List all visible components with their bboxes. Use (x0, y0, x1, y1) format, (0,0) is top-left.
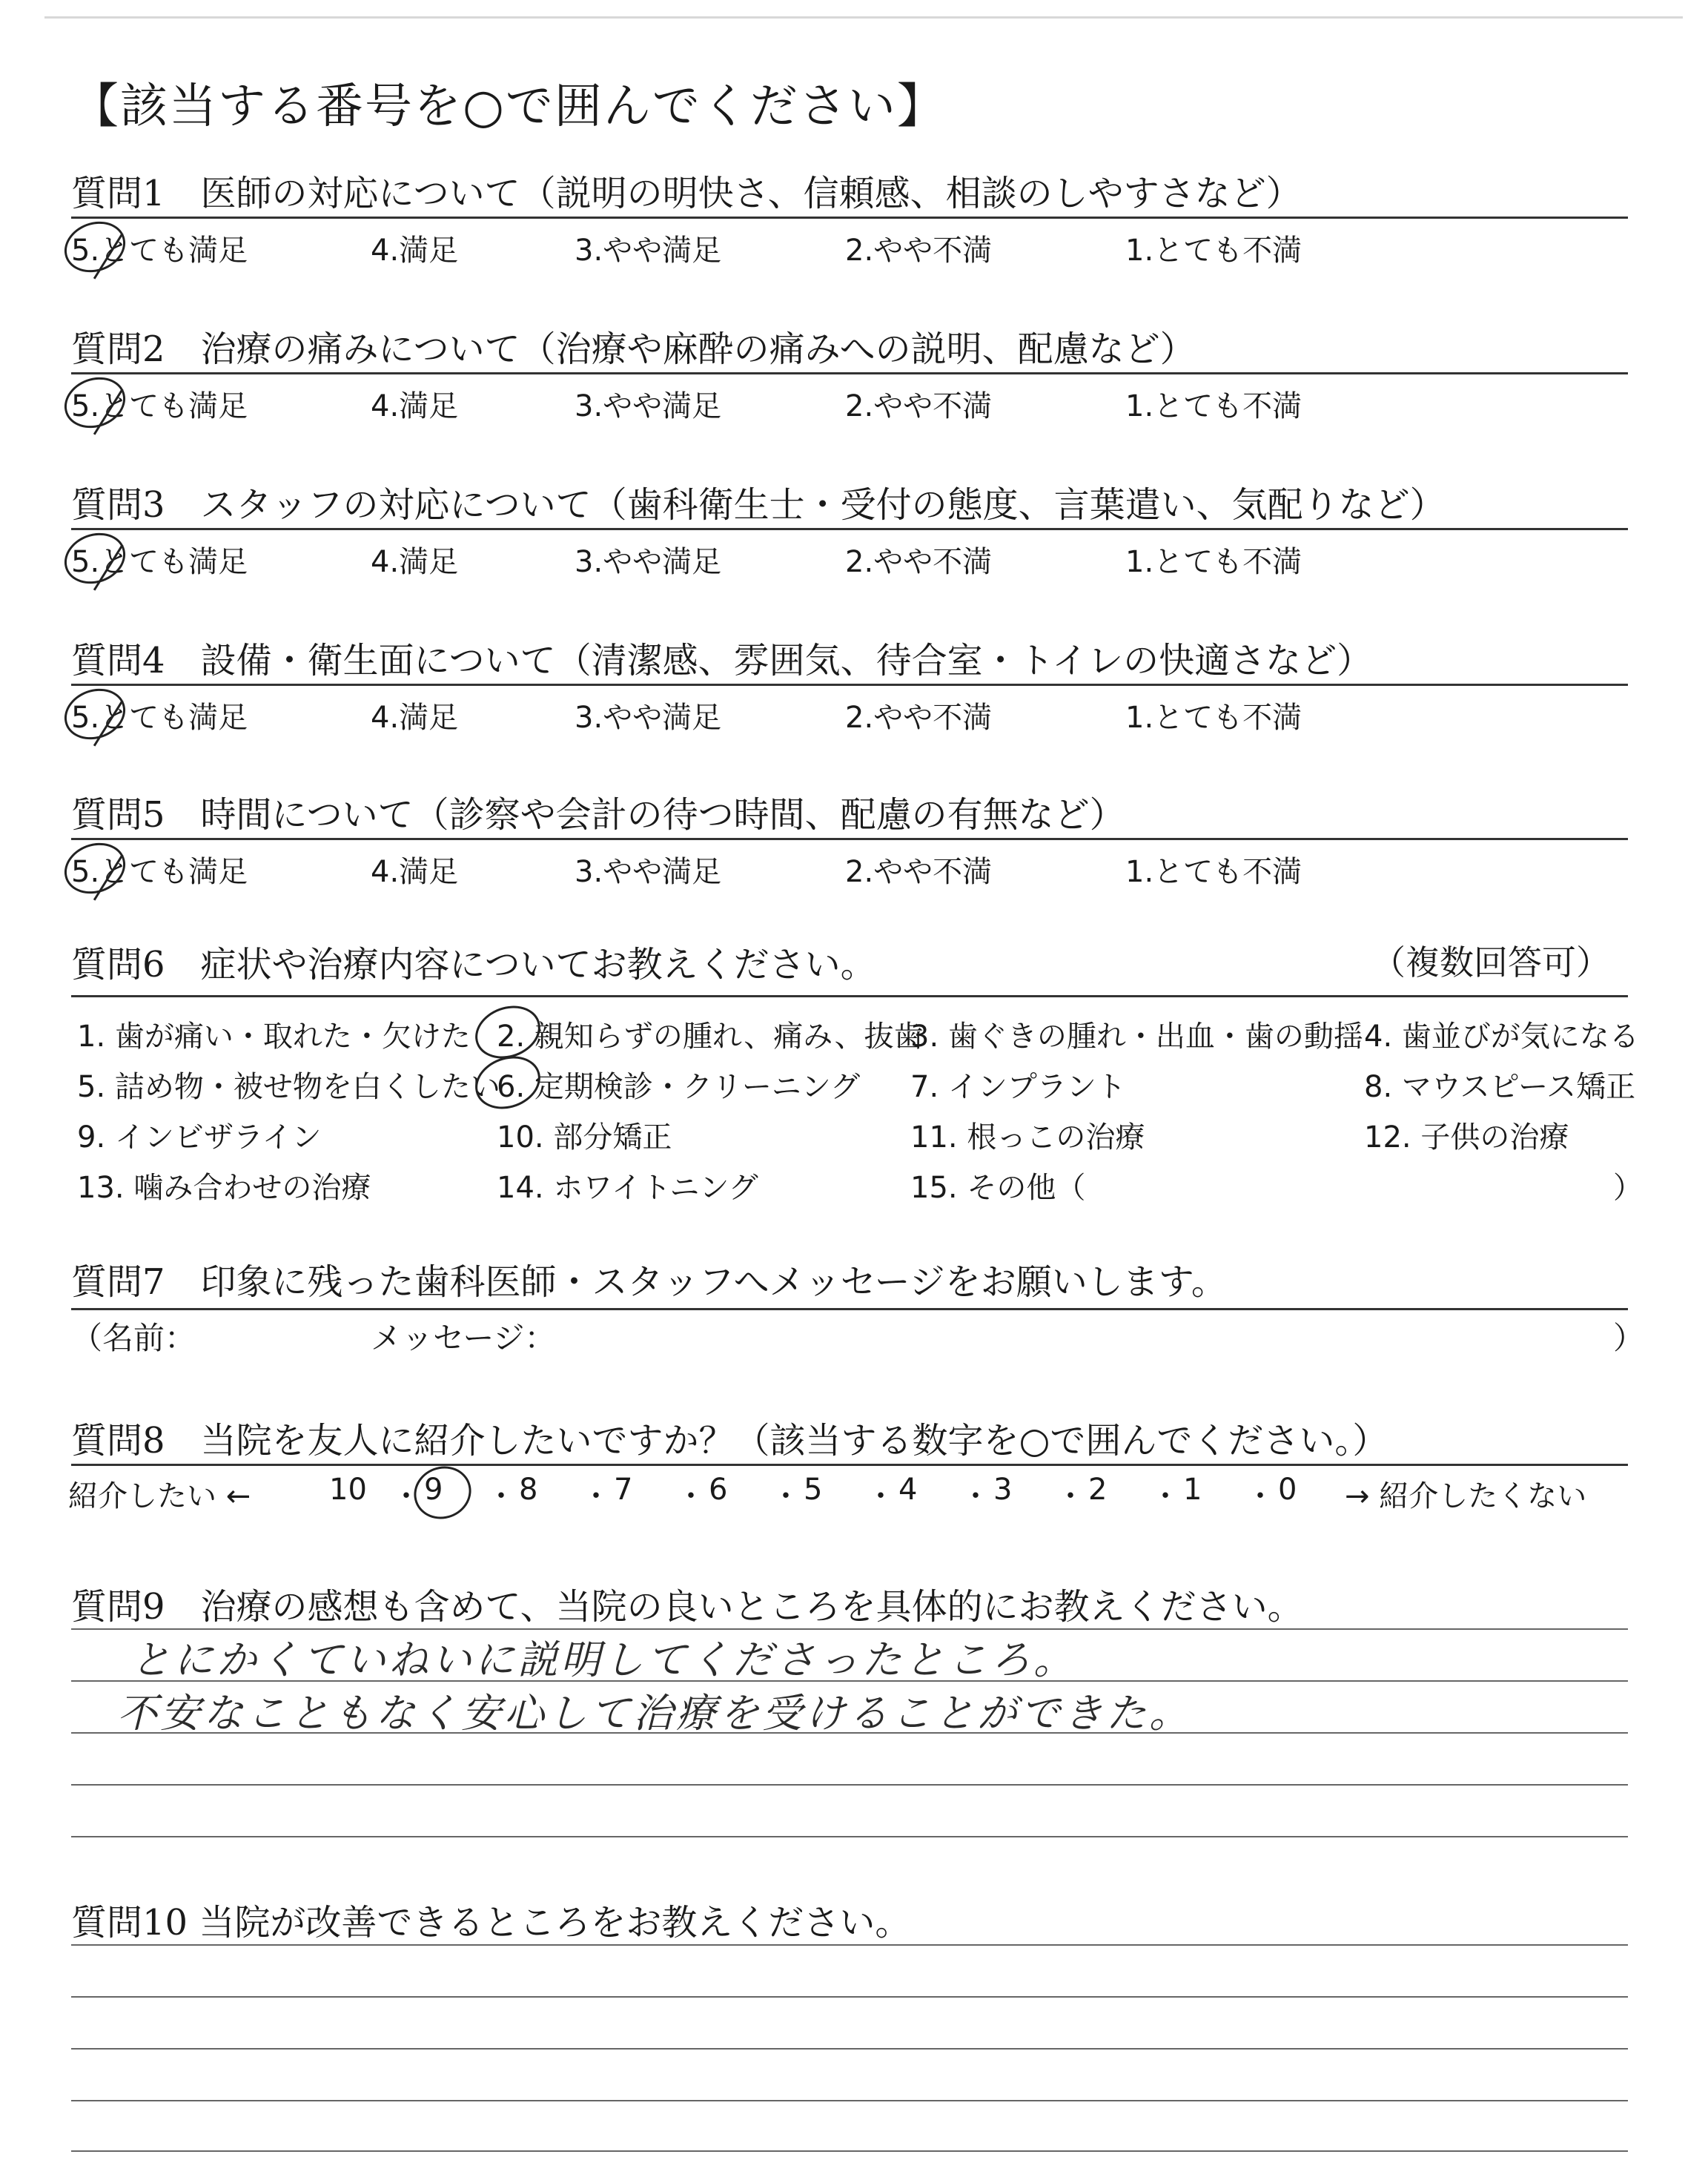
q8-separator-dot: ・ (391, 1479, 421, 1513)
q2-rule (71, 372, 1628, 374)
q7-close-paren: ） (1613, 1320, 1645, 1356)
q10-line-3[interactable] (71, 2048, 1628, 2050)
q3-selected-circle (57, 525, 133, 592)
q10-line-2[interactable] (71, 1996, 1628, 1998)
q3-rule (71, 528, 1628, 530)
q5-option-5[interactable]: 5.とても満足 (71, 855, 248, 889)
q2-option-5[interactable]: 5.とても満足 (71, 389, 248, 423)
q6-option-11[interactable]: 11. 根っこの治療 (910, 1120, 1145, 1155)
q8-rule (71, 1464, 1628, 1466)
q5-option-1[interactable]: 1.とても不満 (1125, 855, 1302, 889)
q10-title: 質問10 当院が改善できるところをお教えください。 (71, 1902, 911, 1943)
q8-separator-dot: ・ (961, 1479, 990, 1513)
q8-title: 質問8 当院を友人に紹介したいですか？（該当する数字を○で囲んでください。） (71, 1420, 1388, 1462)
q6-option-1[interactable]: 1. 歯が痛い・取れた・欠けた (77, 1020, 471, 1054)
q8-scale-7[interactable]: 7 (614, 1473, 633, 1507)
q8-separator-dot: ・ (581, 1479, 611, 1513)
q2-option-2[interactable]: 2.やや不満 (845, 389, 993, 423)
q4-option-1[interactable]: 1.とても不満 (1125, 701, 1302, 735)
q5-selected-circle (57, 835, 133, 902)
q1-option-1[interactable]: 1.とても不満 (1125, 234, 1302, 268)
q8-scale-10[interactable]: 10 (329, 1473, 367, 1507)
q6-option-12[interactable]: 12. 子供の治療 (1364, 1120, 1569, 1155)
instruction-header: 【該当する番号を○で囲んでください】 (71, 79, 946, 134)
q10-line-1[interactable] (71, 1944, 1628, 1946)
q1-title: 質問1 医師の対応について（説明の明快さ、信頼感、相談のしやすさなど） (71, 173, 1302, 214)
q6-option-15[interactable]: 15. その他（ (910, 1171, 1086, 1205)
q7-name-label[interactable]: （名前： (71, 1320, 196, 1356)
q6-selected-circle-6 (468, 1048, 548, 1118)
q3-option-5[interactable]: 5.とても満足 (71, 545, 248, 579)
q6-multiple-note: （複数回答可） (1371, 942, 1610, 982)
q8-scale-9[interactable]: 9 (424, 1473, 443, 1507)
q5-title: 質問5 時間について（診察や会計の待つ時間、配慮の有無など） (71, 794, 1125, 836)
q8-separator-dot: ・ (771, 1479, 801, 1513)
q1-option-3[interactable]: 3.やや満足 (575, 234, 722, 268)
q5-option-3[interactable]: 3.やや満足 (575, 855, 722, 889)
q6-option-5[interactable]: 5. 詰め物・被せ物を白くしたい (77, 1070, 500, 1104)
q4-option-4[interactable]: 4.満足 (371, 701, 459, 735)
q3-option-1[interactable]: 1.とても不満 (1125, 545, 1302, 579)
q9-line-5 (71, 1836, 1628, 1837)
q1-selected-circle (57, 214, 133, 281)
q6-option-6[interactable]: 6. 定期検診・クリーニング (497, 1070, 861, 1104)
q8-scale-5[interactable]: 5 (804, 1473, 823, 1507)
q2-option-3[interactable]: 3.やや満足 (575, 389, 722, 423)
q6-option-16: ） (1613, 1171, 1643, 1205)
q6-option-10[interactable]: 10. 部分矯正 (497, 1120, 672, 1155)
q8-right-label: → 紹介したくない (1345, 1479, 1587, 1513)
q6-option-4[interactable]: 4. 歯並びが気になる (1364, 1020, 1639, 1054)
q5-option-2[interactable]: 2.やや不満 (845, 855, 993, 889)
q6-title: 質問6 症状や治療内容についてお教えください。 (71, 944, 876, 985)
q3-option-4[interactable]: 4.満足 (371, 545, 459, 579)
q9-line-4 (71, 1784, 1628, 1786)
q9-answer-line-2[interactable]: 不安なこともなく安心して治療を受けることができた。 (117, 1690, 1192, 1737)
q2-option-1[interactable]: 1.とても不満 (1125, 389, 1302, 423)
q6-option-8[interactable]: 8. マウスピース矯正 (1364, 1070, 1636, 1104)
q4-option-2[interactable]: 2.やや不満 (845, 701, 993, 735)
q6-rule (71, 995, 1628, 997)
q4-title: 質問4 設備・衛生面について（清潔感、雰囲気、待合室・トイレの快適さなど） (71, 640, 1373, 681)
q7-message-label[interactable]: メッセージ： (371, 1320, 556, 1356)
q10-line-4[interactable] (71, 2100, 1628, 2101)
q10-line-5[interactable] (71, 2150, 1628, 2152)
q2-selected-circle (57, 369, 133, 437)
q6-option-7[interactable]: 7. インプラント (910, 1070, 1126, 1104)
q8-scale-0[interactable]: 0 (1278, 1473, 1297, 1507)
q3-option-2[interactable]: 2.やや不満 (845, 545, 993, 579)
q8-selected-circle (406, 1459, 478, 1527)
q3-option-3[interactable]: 3.やや満足 (575, 545, 722, 579)
q6-option-14[interactable]: 14. ホワイトニング (497, 1171, 758, 1205)
q4-option-3[interactable]: 3.やや満足 (575, 701, 722, 735)
q1-option-4[interactable]: 4.満足 (371, 234, 459, 268)
q8-separator-dot: ・ (1151, 1479, 1180, 1513)
q8-scale-4[interactable]: 4 (898, 1473, 918, 1507)
q3-title: 質問3 スタッフの対応について（歯科衛生士・受付の態度、言葉遣い、気配りなど） (71, 484, 1446, 526)
q8-separator-dot: ・ (1056, 1479, 1085, 1513)
q9-title: 質問9 治療の感想も含めて、当院の良いところを具体的にお教えください。 (71, 1586, 1303, 1628)
q8-scale-3[interactable]: 3 (993, 1473, 1013, 1507)
q7-rule (71, 1308, 1628, 1310)
q8-separator-dot: ・ (1245, 1479, 1275, 1513)
q8-separator-dot: ・ (486, 1479, 516, 1513)
q7-title: 質問7 印象に残った歯科医師・スタッフへメッセージをお願いします。 (71, 1261, 1227, 1303)
q4-selected-circle (57, 681, 133, 748)
q1-option-2[interactable]: 2.やや不満 (845, 234, 993, 268)
q8-scale-2[interactable]: 2 (1088, 1473, 1108, 1507)
q8-scale-6[interactable]: 6 (709, 1473, 728, 1507)
q1-rule (71, 217, 1628, 219)
q8-left-label: 紹介したい ← (68, 1479, 251, 1513)
q6-option-3[interactable]: 3. 歯ぐきの腫れ・出血・歯の動揺 (910, 1020, 1363, 1054)
q2-title: 質問2 治療の痛みについて（治療や麻酔の痛みへの説明、配慮など） (71, 328, 1196, 370)
q8-separator-dot: ・ (676, 1479, 706, 1513)
q6-option-13[interactable]: 13. 噛み合わせの治療 (77, 1171, 371, 1205)
q4-rule (71, 684, 1628, 686)
q8-scale-1[interactable]: 1 (1183, 1473, 1202, 1507)
q2-option-4[interactable]: 4.満足 (371, 389, 459, 423)
q4-option-5[interactable]: 5.とても満足 (71, 701, 248, 735)
q5-option-4[interactable]: 4.満足 (371, 855, 459, 889)
q9-answer-line-1[interactable]: とにかくていねいに説明してくださったところ。 (130, 1636, 1076, 1683)
q8-separator-dot: ・ (866, 1479, 896, 1513)
q5-rule (71, 838, 1628, 840)
top-border (44, 16, 1683, 19)
q8-scale-8[interactable]: 8 (519, 1473, 538, 1507)
q6-option-2[interactable]: 2. 親知らずの腫れ、痛み、抜歯 (497, 1020, 924, 1054)
q6-option-9[interactable]: 9. インビザライン (77, 1120, 322, 1155)
q1-option-5[interactable]: 5.とても満足 (71, 234, 248, 268)
